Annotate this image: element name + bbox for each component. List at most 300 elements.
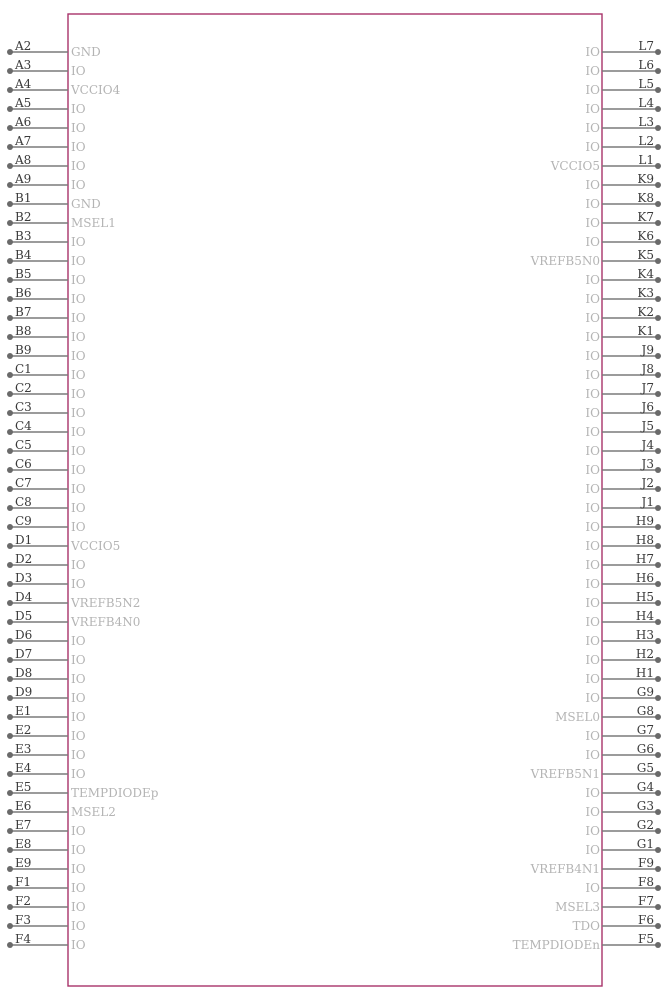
right-pin-H2 <box>585 647 661 667</box>
right-pin-J8 <box>585 362 661 382</box>
pin-end-dot <box>7 809 13 815</box>
pin-number: F3 <box>15 913 31 927</box>
pin-number: G6 <box>636 742 654 756</box>
right-pin-H4 <box>585 609 661 629</box>
pin-number: F2 <box>15 894 31 908</box>
pin-name: IO <box>585 805 600 819</box>
left-pin-E7 <box>7 818 86 838</box>
pin-end-dot <box>7 391 13 397</box>
pin-name: IO <box>71 862 86 876</box>
pin-end-dot <box>655 790 661 796</box>
pin-number: A5 <box>15 96 32 110</box>
pin-name: IO <box>585 330 600 344</box>
pin-end-dot <box>7 866 13 872</box>
right-pin-group <box>513 39 661 952</box>
pin-number: H5 <box>635 590 654 604</box>
pin-end-dot <box>7 733 13 739</box>
pin-end-dot <box>7 49 13 55</box>
pin-number: G4 <box>636 780 654 794</box>
pin-number: E3 <box>15 742 32 756</box>
pin-end-dot <box>7 125 13 131</box>
pin-name: IO <box>585 121 600 135</box>
right-pin-G7 <box>585 723 661 743</box>
pin-number: B4 <box>15 248 32 262</box>
left-pin-F3 <box>7 913 86 933</box>
pin-number: B8 <box>15 324 32 338</box>
pin-end-dot <box>655 448 661 454</box>
pin-number: L7 <box>638 39 654 53</box>
pin-end-dot <box>7 581 13 587</box>
pin-number: A8 <box>15 153 32 167</box>
pin-end-dot <box>7 239 13 245</box>
left-pin-D4 <box>7 590 140 610</box>
pin-name: IO <box>585 292 600 306</box>
pin-end-dot <box>7 562 13 568</box>
left-pin-B5 <box>7 267 86 287</box>
left-pin-A8 <box>7 153 86 173</box>
pin-end-dot <box>655 505 661 511</box>
pin-end-dot <box>655 714 661 720</box>
pin-number: C4 <box>15 419 32 433</box>
right-pin-L6 <box>585 58 661 78</box>
pin-name: IO <box>585 102 600 116</box>
pin-end-dot <box>7 201 13 207</box>
pin-number: H4 <box>635 609 654 623</box>
pin-name: IO <box>71 349 86 363</box>
left-pin-C1 <box>7 362 86 382</box>
pin-end-dot <box>7 258 13 264</box>
pin-number: J3 <box>641 457 654 471</box>
pin-number: G7 <box>636 723 654 737</box>
pin-name: IO <box>585 178 600 192</box>
pin-name: IO <box>585 729 600 743</box>
pin-number: B1 <box>15 191 32 205</box>
pin-name: IO <box>71 292 86 306</box>
pin-name: IO <box>71 159 86 173</box>
pin-number: E4 <box>15 761 32 775</box>
pin-name: GND <box>71 197 101 211</box>
right-pin-H9 <box>585 514 661 534</box>
pin-number: B9 <box>15 343 32 357</box>
pin-name: VREFB5N0 <box>530 254 600 268</box>
pin-end-dot <box>655 277 661 283</box>
pin-number: H7 <box>635 552 654 566</box>
pin-name: IO <box>585 368 600 382</box>
pin-end-dot <box>655 885 661 891</box>
pin-number: D6 <box>15 628 33 642</box>
left-pin-D9 <box>7 685 86 705</box>
pin-name: IO <box>71 843 86 857</box>
pin-number: K6 <box>637 229 654 243</box>
pin-name: IO <box>71 178 86 192</box>
right-pin-H6 <box>585 571 661 591</box>
right-pin-K4 <box>585 267 661 287</box>
right-pin-G8 <box>555 704 661 724</box>
pin-number: D5 <box>15 609 33 623</box>
pin-end-dot <box>7 752 13 758</box>
left-pin-F4 <box>7 932 86 952</box>
left-pin-C7 <box>7 476 86 496</box>
pin-name: IO <box>71 938 86 952</box>
left-pin-C8 <box>7 495 86 515</box>
pin-name: IO <box>585 672 600 686</box>
pin-name: TDO <box>572 919 600 933</box>
pin-end-dot <box>7 543 13 549</box>
pin-number: C9 <box>15 514 32 528</box>
pin-number: C6 <box>15 457 32 471</box>
left-pin-C3 <box>7 400 86 420</box>
right-pin-L1 <box>550 153 661 173</box>
pin-name: IO <box>71 672 86 686</box>
pin-number: E9 <box>15 856 32 870</box>
pin-name: IO <box>585 748 600 762</box>
pin-name: IO <box>585 482 600 496</box>
left-pin-A4 <box>7 77 121 97</box>
pin-name: IO <box>71 64 86 78</box>
left-pin-E5 <box>7 780 159 800</box>
left-pin-B6 <box>7 286 86 306</box>
pin-number: K1 <box>637 324 654 338</box>
pin-end-dot <box>655 315 661 321</box>
pin-end-dot <box>655 638 661 644</box>
pin-name: IO <box>71 425 86 439</box>
pin-number: D8 <box>15 666 33 680</box>
pin-name: IO <box>585 501 600 515</box>
pin-end-dot <box>7 486 13 492</box>
left-pin-F1 <box>7 875 86 895</box>
pin-name: MSEL0 <box>555 710 600 724</box>
right-pin-G9 <box>585 685 661 705</box>
pin-name: IO <box>585 634 600 648</box>
pin-number: L3 <box>638 115 654 129</box>
pin-name: IO <box>71 520 86 534</box>
right-pin-J3 <box>585 457 661 477</box>
pin-number: J4 <box>641 438 654 452</box>
pin-end-dot <box>7 524 13 530</box>
pin-end-dot <box>655 125 661 131</box>
pin-end-dot <box>655 410 661 416</box>
pin-number: D4 <box>15 590 33 604</box>
pin-name: IO <box>71 729 86 743</box>
pin-number: E2 <box>15 723 32 737</box>
pin-number: C3 <box>15 400 32 414</box>
pin-number: L4 <box>638 96 654 110</box>
pin-end-dot <box>7 790 13 796</box>
left-pin-E6 <box>7 799 116 819</box>
right-pin-K8 <box>585 191 661 211</box>
pin-end-dot <box>655 391 661 397</box>
pin-number: L5 <box>638 77 654 91</box>
pin-name: IO <box>585 577 600 591</box>
pin-end-dot <box>655 771 661 777</box>
pin-number: E8 <box>15 837 32 851</box>
left-pin-C9 <box>7 514 86 534</box>
pin-number: G1 <box>636 837 654 851</box>
pin-end-dot <box>655 68 661 74</box>
pin-name: VREFB4N0 <box>71 615 141 629</box>
pin-name: IO <box>585 64 600 78</box>
left-pin-D3 <box>7 571 86 591</box>
right-pin-L3 <box>585 115 661 135</box>
pin-end-dot <box>655 220 661 226</box>
right-pin-G3 <box>585 799 661 819</box>
pin-number: K2 <box>637 305 654 319</box>
right-pin-H5 <box>585 590 661 610</box>
right-pin-J7 <box>585 381 661 401</box>
pin-end-dot <box>655 695 661 701</box>
pin-end-dot <box>655 163 661 169</box>
pin-end-dot <box>655 296 661 302</box>
right-pin-G4 <box>585 780 661 800</box>
right-pin-L7 <box>585 39 661 59</box>
right-pin-K5 <box>530 248 661 268</box>
component-body <box>68 14 602 986</box>
pin-end-dot <box>7 182 13 188</box>
pin-end-dot <box>7 942 13 948</box>
pin-name: IO <box>585 463 600 477</box>
pin-end-dot <box>7 847 13 853</box>
pin-end-dot <box>655 106 661 112</box>
right-pin-H8 <box>585 533 661 553</box>
right-pin-K6 <box>585 229 661 249</box>
pin-number: K7 <box>637 210 654 224</box>
pin-name: IO <box>585 140 600 154</box>
left-pin-A3 <box>7 58 86 78</box>
pin-number: C2 <box>15 381 32 395</box>
pin-number: D9 <box>15 685 33 699</box>
pin-name: IO <box>585 558 600 572</box>
pin-name: IO <box>585 843 600 857</box>
pin-end-dot <box>655 201 661 207</box>
left-pin-C4 <box>7 419 86 439</box>
left-pin-A7 <box>7 134 86 154</box>
left-pin-E4 <box>7 761 86 781</box>
pin-name: IO <box>71 482 86 496</box>
pin-name: IO <box>71 653 86 667</box>
right-pin-K9 <box>585 172 661 192</box>
pin-end-dot <box>655 258 661 264</box>
pin-name: IO <box>71 558 86 572</box>
pin-end-dot <box>7 277 13 283</box>
pin-number: E5 <box>15 780 32 794</box>
pin-number: J9 <box>641 343 654 357</box>
pin-end-dot <box>655 524 661 530</box>
pin-number: J8 <box>641 362 654 376</box>
pin-number: B3 <box>15 229 32 243</box>
pin-number: F5 <box>638 932 654 946</box>
pin-number: E7 <box>15 818 32 832</box>
pin-number: B5 <box>15 267 32 281</box>
pin-end-dot <box>655 49 661 55</box>
pin-number: B2 <box>15 210 32 224</box>
left-pin-B9 <box>7 343 86 363</box>
pin-name: IO <box>71 919 86 933</box>
pin-name: IO <box>585 653 600 667</box>
pin-number: J2 <box>641 476 654 490</box>
pin-name: VREFB5N2 <box>71 596 141 610</box>
pin-end-dot <box>655 866 661 872</box>
pin-number: J6 <box>641 400 654 414</box>
pin-name: IO <box>71 140 86 154</box>
right-pin-G6 <box>585 742 661 762</box>
left-pin-D2 <box>7 552 86 572</box>
left-pin-A5 <box>7 96 86 116</box>
left-pin-B7 <box>7 305 86 325</box>
pin-number: L2 <box>638 134 654 148</box>
pin-end-dot <box>7 904 13 910</box>
left-pin-D5 <box>7 609 140 629</box>
pin-end-dot <box>7 467 13 473</box>
right-pin-K7 <box>585 210 661 230</box>
right-pin-L4 <box>585 96 661 116</box>
pin-end-dot <box>7 87 13 93</box>
pin-number: H9 <box>635 514 654 528</box>
left-pin-group <box>7 39 159 952</box>
left-pin-B1 <box>7 191 101 211</box>
right-pin-K2 <box>585 305 661 325</box>
pin-number: K4 <box>637 267 654 281</box>
pin-end-dot <box>7 505 13 511</box>
pin-name: IO <box>585 83 600 97</box>
left-pin-D1 <box>7 533 120 553</box>
pin-number: G8 <box>636 704 654 718</box>
pin-number: E6 <box>15 799 32 813</box>
pin-name: TEMPDIODEn <box>512 938 600 952</box>
pin-end-dot <box>655 144 661 150</box>
pin-name: IO <box>71 235 86 249</box>
pin-name: MSEL1 <box>71 216 116 230</box>
pin-number: C7 <box>15 476 32 490</box>
pin-name: IO <box>585 349 600 363</box>
pin-number: K5 <box>637 248 654 262</box>
pin-number: K9 <box>637 172 654 186</box>
pin-end-dot <box>655 904 661 910</box>
pin-name: IO <box>71 634 86 648</box>
pin-number: D1 <box>15 533 33 547</box>
right-pin-G1 <box>585 837 661 857</box>
left-pin-C2 <box>7 381 86 401</box>
right-pin-J9 <box>585 343 661 363</box>
right-pin-F6 <box>573 913 661 933</box>
pin-end-dot <box>655 581 661 587</box>
pin-name: IO <box>585 45 600 59</box>
pin-name: IO <box>585 406 600 420</box>
pin-number: J5 <box>641 419 654 433</box>
pin-number: F6 <box>638 913 654 927</box>
right-pin-J1 <box>585 495 661 515</box>
pin-name: IO <box>71 387 86 401</box>
pin-number: K3 <box>637 286 654 300</box>
pin-number: H1 <box>635 666 654 680</box>
pin-number: A6 <box>15 115 32 129</box>
pin-number: L1 <box>638 153 654 167</box>
pin-name: VCCIO4 <box>71 83 121 97</box>
pin-number: F7 <box>638 894 654 908</box>
right-pin-H3 <box>585 628 661 648</box>
pin-end-dot <box>655 353 661 359</box>
pin-number: G3 <box>636 799 654 813</box>
left-pin-B8 <box>7 324 86 344</box>
pin-end-dot <box>7 657 13 663</box>
left-pin-A2 <box>7 39 101 59</box>
pin-name: IO <box>585 520 600 534</box>
pin-end-dot <box>7 315 13 321</box>
pin-name: MSEL3 <box>555 900 600 914</box>
pin-name: IO <box>585 596 600 610</box>
pin-name: IO <box>71 102 86 116</box>
pin-number: F4 <box>15 932 31 946</box>
pin-number: A2 <box>15 39 32 53</box>
pin-name: IO <box>71 900 86 914</box>
left-pin-D8 <box>7 666 86 686</box>
right-pin-J5 <box>585 419 661 439</box>
pin-end-dot <box>655 87 661 93</box>
pin-name: MSEL2 <box>71 805 116 819</box>
pin-name: IO <box>585 235 600 249</box>
pin-name: IO <box>585 615 600 629</box>
pin-name: IO <box>71 748 86 762</box>
pin-number: C1 <box>15 362 32 376</box>
pin-name: IO <box>71 121 86 135</box>
pin-end-dot <box>7 828 13 834</box>
pin-end-dot <box>655 600 661 606</box>
left-pin-C6 <box>7 457 86 477</box>
right-pin-H7 <box>585 552 661 572</box>
pin-end-dot <box>7 714 13 720</box>
pin-name: IO <box>71 273 86 287</box>
pin-number: F1 <box>15 875 31 889</box>
pin-name: IO <box>71 463 86 477</box>
pin-number: D2 <box>15 552 33 566</box>
pin-number: B7 <box>15 305 32 319</box>
pin-number: H6 <box>635 571 654 585</box>
pin-name: IO <box>585 273 600 287</box>
pin-number: D3 <box>15 571 33 585</box>
right-pin-F9 <box>530 856 661 876</box>
pin-name: IO <box>71 881 86 895</box>
left-pin-E2 <box>7 723 86 743</box>
pin-end-dot <box>7 163 13 169</box>
pin-name: IO <box>585 425 600 439</box>
pin-end-dot <box>655 239 661 245</box>
left-pin-E1 <box>7 704 86 724</box>
pin-number: F8 <box>638 875 654 889</box>
pin-end-dot <box>655 828 661 834</box>
left-pin-B3 <box>7 229 86 249</box>
pin-end-dot <box>655 543 661 549</box>
pin-number: A9 <box>15 172 32 186</box>
pin-name: IO <box>71 444 86 458</box>
pin-end-dot <box>7 923 13 929</box>
pin-end-dot <box>7 695 13 701</box>
right-pin-F5 <box>513 932 661 952</box>
left-pin-E9 <box>7 856 86 876</box>
pin-name: IO <box>71 710 86 724</box>
pin-end-dot <box>7 885 13 891</box>
right-pin-F7 <box>555 894 661 914</box>
pin-number: A3 <box>15 58 32 72</box>
pin-name: IO <box>585 691 600 705</box>
pin-end-dot <box>655 486 661 492</box>
left-pin-D6 <box>7 628 86 648</box>
right-pin-F8 <box>585 875 661 895</box>
pin-name: IO <box>71 406 86 420</box>
pin-end-dot <box>655 847 661 853</box>
pin-number: G9 <box>636 685 654 699</box>
pin-end-dot <box>655 657 661 663</box>
pin-name: IO <box>71 691 86 705</box>
right-pin-K3 <box>585 286 661 306</box>
